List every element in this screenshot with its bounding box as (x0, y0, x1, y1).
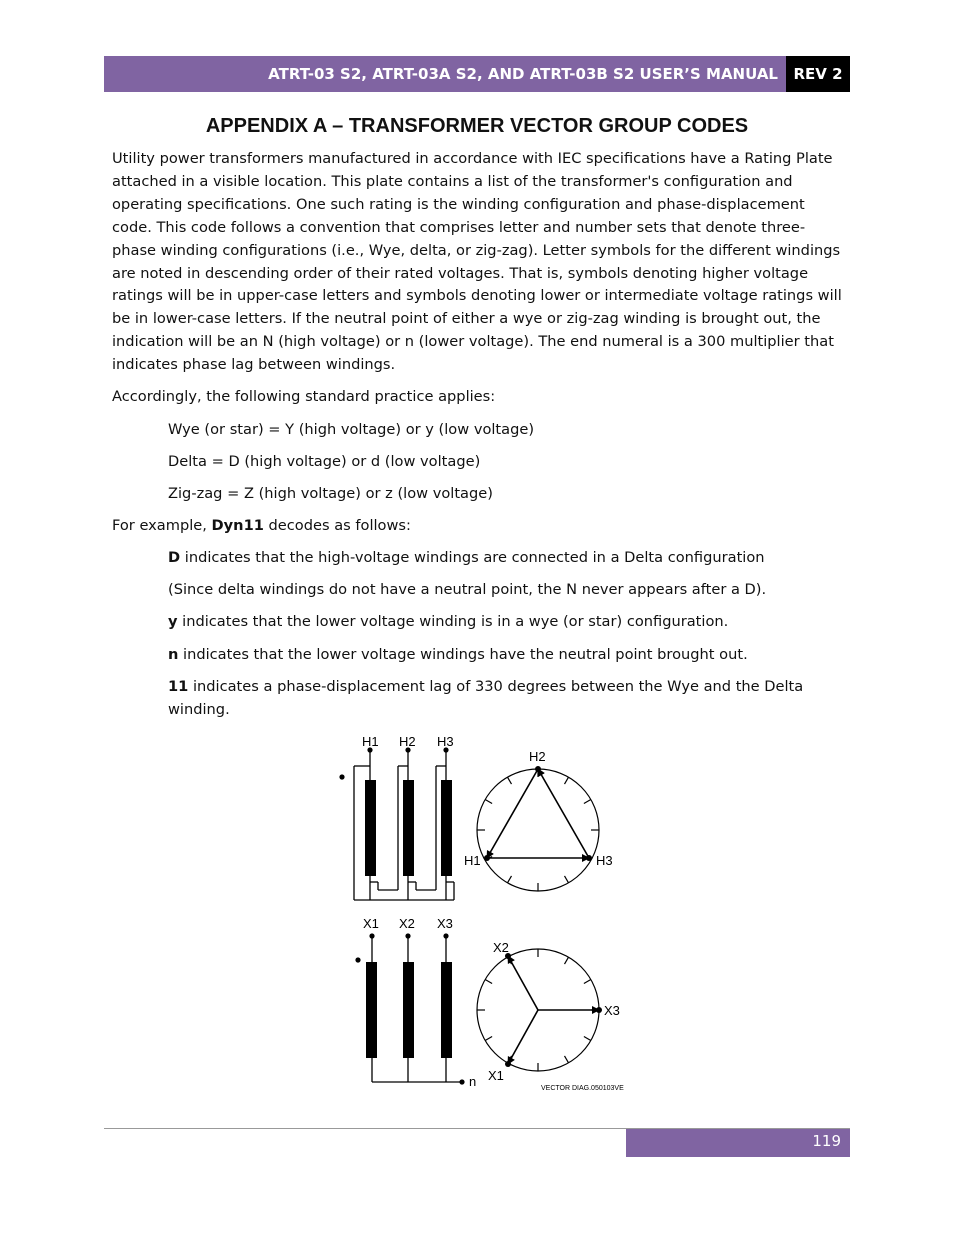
hv-label-h3: H3 (437, 734, 454, 749)
hv-phasor-label-h3: H3 (596, 853, 613, 868)
dial-tick (565, 876, 569, 883)
hv-coil-3 (441, 780, 452, 876)
hv-coil-1 (365, 780, 376, 876)
example-suffix: decodes as follows: (263, 517, 411, 534)
hv-polarity-dot (339, 774, 344, 779)
header-title: ATRT-03 S2, ATRT-03A S2, AND ATRT-03B S2 USER’S MANUAL (268, 65, 778, 83)
practice-delta: Delta = D (high voltage) or d (low voltage) (168, 453, 481, 470)
dial-tick (565, 1056, 569, 1063)
appendix-title: APPENDIX A – TRANSFORMER VECTOR GROUP CODES (205, 115, 749, 137)
hv-vertex-h3 (586, 855, 592, 861)
lv-label-x2: X2 (399, 916, 415, 931)
lv-coil-1 (366, 962, 377, 1058)
hv-phasor-dial (477, 769, 599, 891)
lv-tip-x1 (505, 1061, 511, 1067)
decode-y (168, 611, 848, 634)
lv-coil-2 (403, 962, 414, 1058)
dial-tick (485, 800, 492, 804)
lv-phasor-label-x2: X2 (493, 940, 509, 955)
hv-coil-2 (403, 780, 414, 876)
hv-delta-triangle (487, 769, 589, 858)
revision-badge: REV 2 (786, 56, 850, 92)
example-line (112, 515, 847, 538)
dial-tick (508, 777, 512, 784)
example-code: Dyn11 (211, 517, 264, 534)
vector-group-diagram (320, 728, 640, 1098)
example-prefix: For example, (112, 517, 212, 534)
dial-tick (584, 800, 591, 804)
lv-label-x3: X3 (437, 916, 453, 931)
practice-wye: Wye (or star) = Y (high voltage) or y (low voltage) (168, 421, 535, 438)
practice-zigzag: Zig-zag = Z (high voltage) or z (low voltage) (168, 485, 493, 502)
lv-tip-x3 (596, 1007, 602, 1013)
decode-11-text: indicates a phase-displacement lag of 330 degrees between the Wye and the Delta winding. (168, 678, 804, 718)
practice-intro: Accordingly, the following standard practice applies: (112, 388, 496, 405)
lv-terminal-dot-1 (369, 933, 374, 938)
hv-coils (339, 747, 452, 876)
hv-phasor-label-h2: H2 (529, 749, 546, 764)
decode-11 (168, 676, 848, 722)
dial-tick (508, 876, 512, 883)
dial-tick (485, 1037, 492, 1041)
decode-y-text: indicates that the lower voltage winding is in a wye (or star) configuration. (177, 613, 729, 630)
decode-y-key: y (168, 613, 178, 630)
hv-label-h1: H1 (362, 734, 379, 749)
lv-coil-3 (441, 962, 452, 1058)
decode-d (168, 547, 848, 570)
decode-n-text: indicates that the lower voltage windings have the neutral point brought out. (178, 646, 748, 663)
hv-vertex-h1 (484, 855, 490, 861)
lv-phasor-label-x1: X1 (488, 1068, 504, 1083)
lv-terminal-dot-2 (405, 933, 410, 938)
dial-tick (565, 777, 569, 784)
intro-paragraph: Utility power transformers manufactured in accordance with IEC specifications have a Rating Plate attached in a visible location. This plate contains a list of the transformer's configuration and operating specifications. One such rating is the winding configuration and phase-displacement code. This code follows a convention that comprises letter and number sets that denote three-phase winding configurations (i.e., Wye, delta, or zig-zag). Letter symbols for the different windings are noted in descending order of their rated voltages. That is, symbols denoting higher voltage ratings will be in upper-case letters and symbols denoting lower or intermediate voltage ratings will be in lower-case letters. If the neutral point of either a wye or zig-zag winding is brought out, the indication will be an N (high voltage) or n (lower voltage). The end numeral is a 300 multiplier that indicates phase lag between windings. (112, 150, 842, 374)
hv-phasor-label-h1: H1 (464, 853, 481, 868)
lv-phasor-label-x3: X3 (604, 1003, 620, 1018)
hv-vertex-h2 (535, 766, 541, 772)
lv-polarity-dot (355, 957, 360, 962)
decode-11-key: 11 (168, 678, 189, 695)
header-bar (104, 56, 786, 92)
lv-terminal-dot-3 (443, 933, 448, 938)
decode-d-text: indicates that the high-voltage windings are connected in a Delta configuration (180, 549, 765, 566)
lv-neutral-label: n (469, 1074, 477, 1089)
page-number: 119 (626, 1129, 850, 1157)
decode-d-key: D (168, 549, 181, 566)
dial-tick (584, 1037, 591, 1041)
decode-n (168, 644, 848, 667)
hv-label-h2: H2 (399, 734, 416, 749)
figure-code: VECTOR DIAG.050103VE (541, 1085, 624, 1092)
dial-tick (485, 980, 492, 984)
decode-n-key: n (168, 646, 179, 663)
lv-neutral-dot (459, 1079, 464, 1084)
decode-d-note: (Since delta windings do not have a neutral point, the N never appears after a D). (168, 581, 767, 598)
dial-tick (565, 957, 569, 964)
dial-tick (584, 980, 591, 984)
lv-label-x1: X1 (363, 916, 379, 931)
